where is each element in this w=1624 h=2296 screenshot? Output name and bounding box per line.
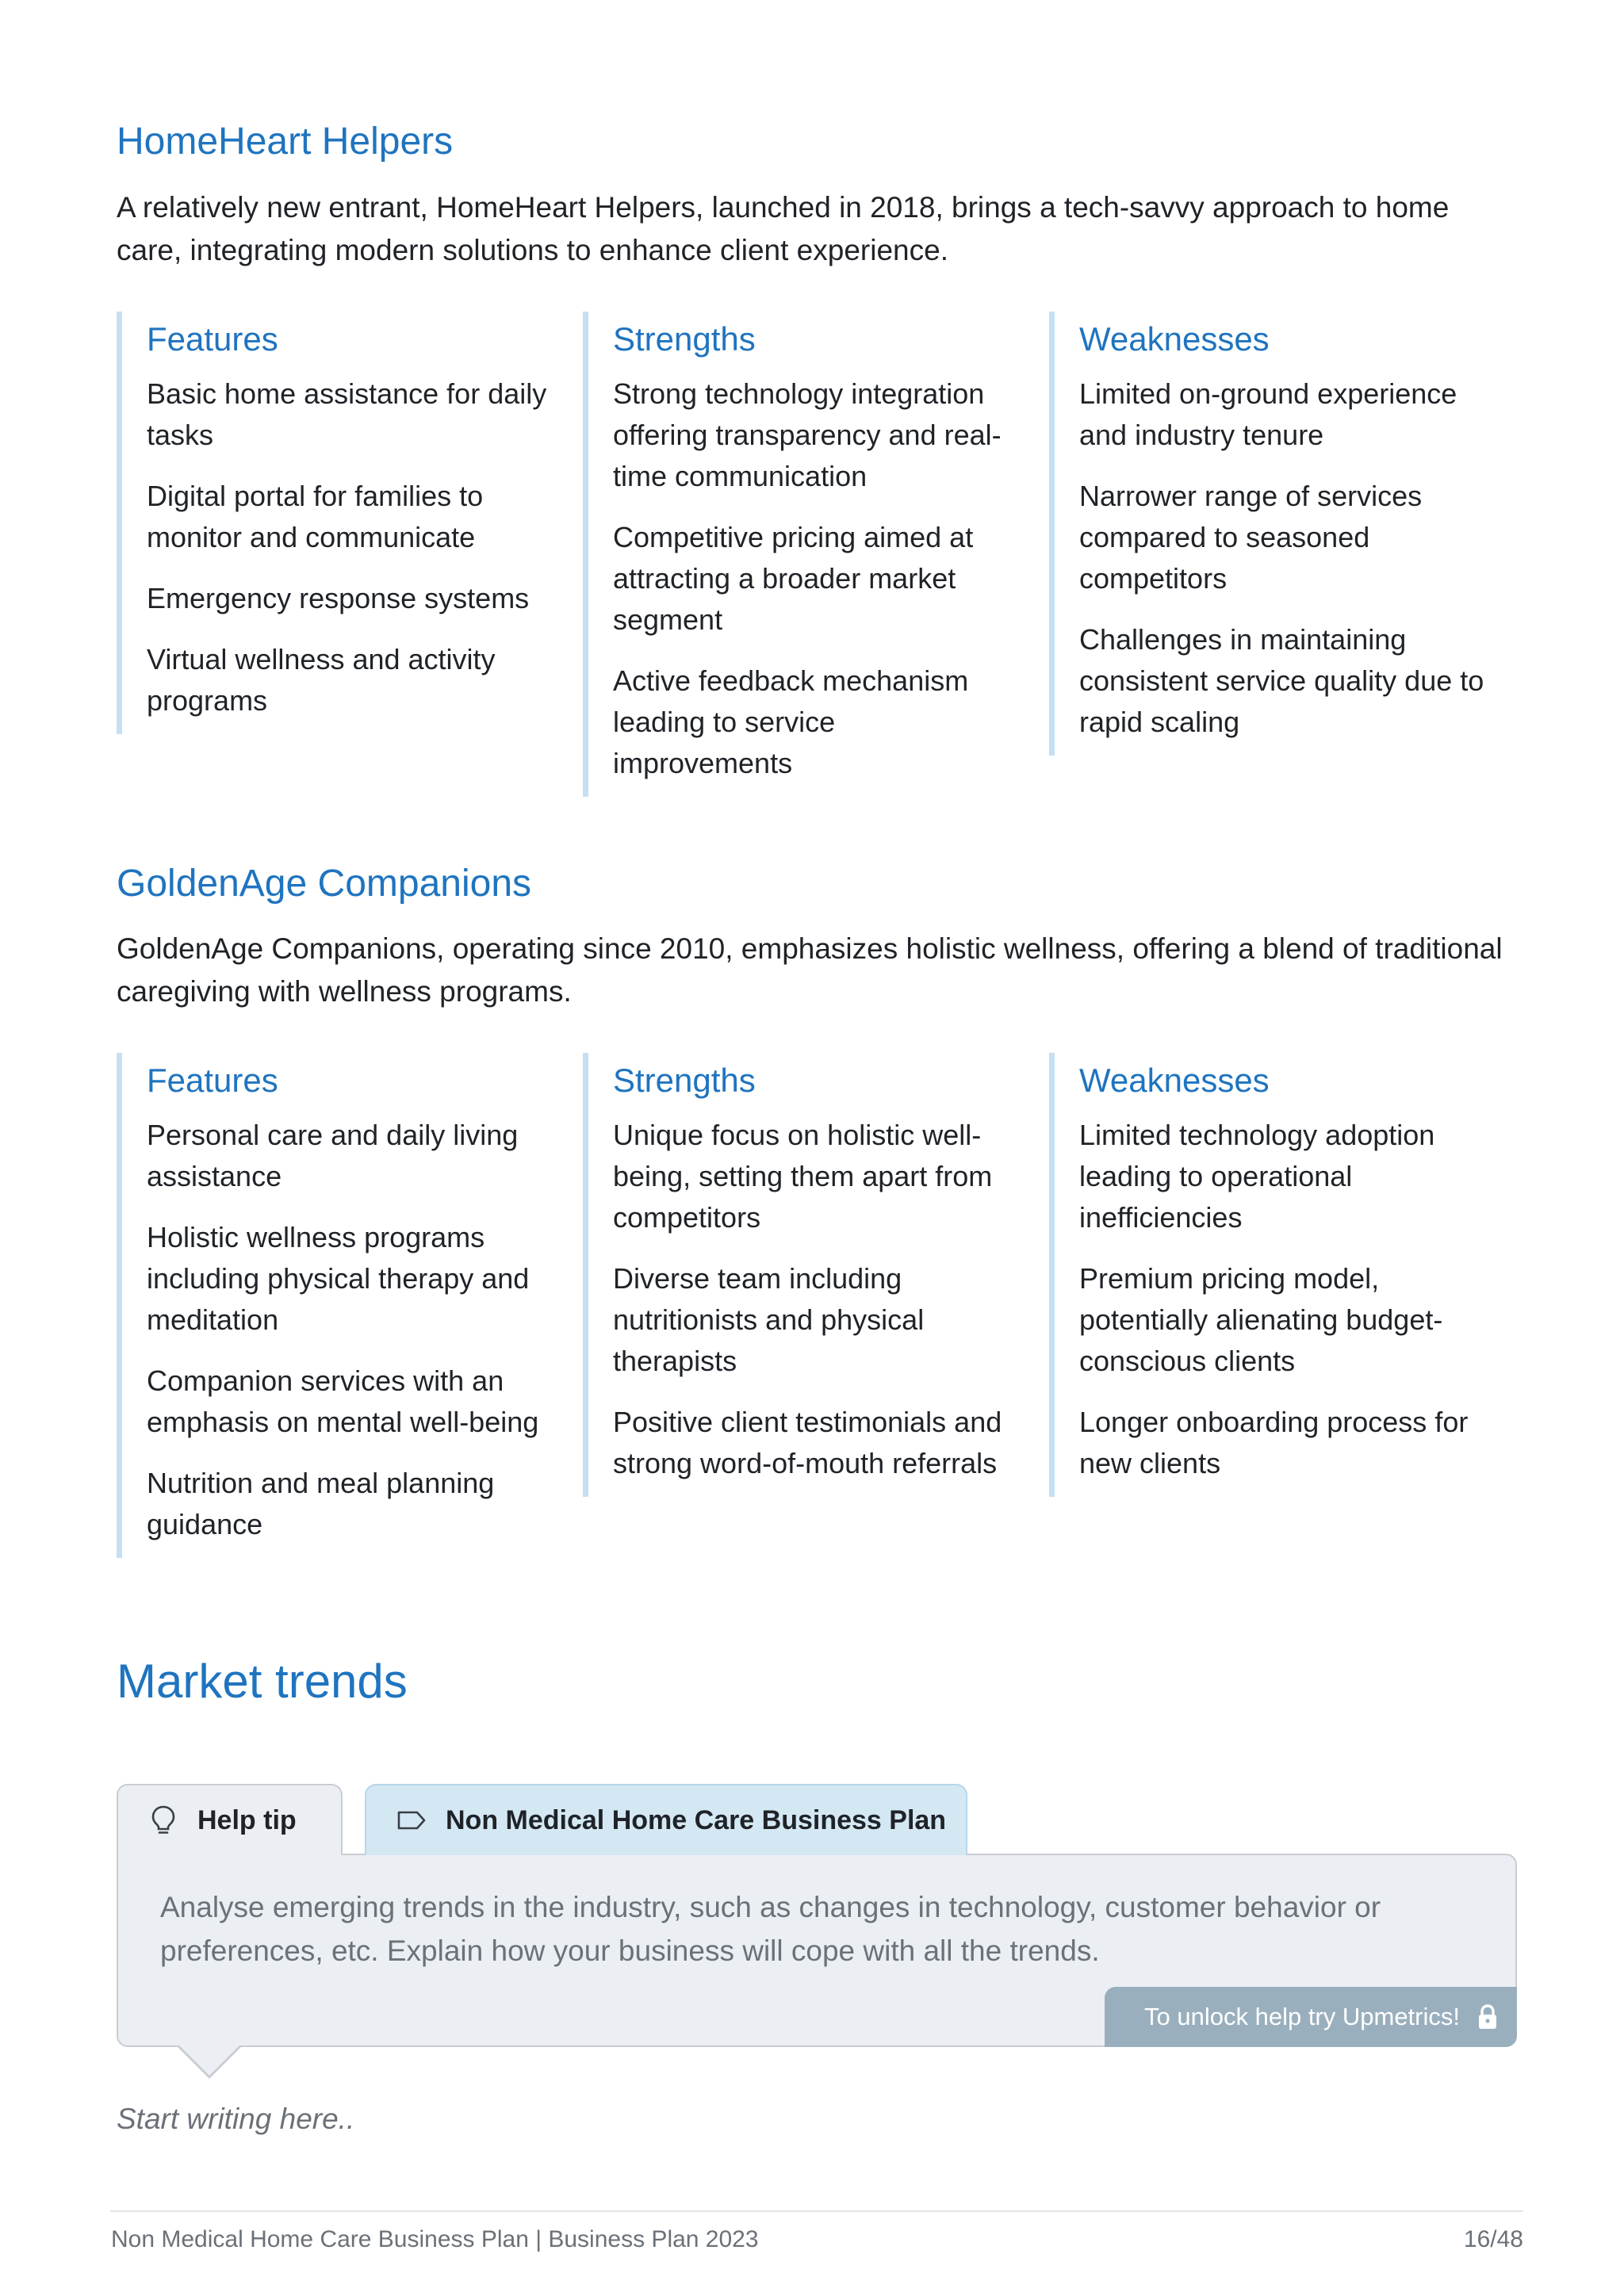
- column-heading: Strengths: [613, 320, 756, 358]
- unlock-help-button[interactable]: [1105, 1987, 1517, 2047]
- list-item: Companion services with an emphasis on mental well-being: [147, 1364, 539, 1439]
- tab-label: Help tip: [197, 1804, 297, 1835]
- company-description: A relatively new entrant, HomeHeart Helpers, launched in 2018, brings a tech-savvy approach to home care, integrating modern solutions to enhance client experience.: [117, 191, 1450, 266]
- tab-help-tip[interactable]: [117, 1784, 343, 1855]
- help-tip-text: Analyse emerging trends in the industry, such as changes in technology, customer behavior or preferences, etc. Explain how your business will cope with all the trends.: [160, 1891, 1381, 1967]
- lightbulb-icon: [148, 1804, 178, 1836]
- footer-divider: [110, 2210, 1523, 2212]
- tag-icon: [396, 1804, 427, 1836]
- list-item: Narrower range of services compared to seasoned competitors: [1079, 480, 1423, 595]
- list-item: Limited on-ground experience and industry tenure: [1079, 377, 1457, 452]
- list-item: Emergency response systems: [147, 582, 530, 615]
- company-description: GoldenAge Companions, operating since 2010, emphasizes holistic wellness, offering a blend of traditional caregiving with wellness programs.: [117, 932, 1503, 1008]
- list-item: Strong technology integration offering transparency and real-time communication: [613, 377, 1002, 493]
- tip-pointer-fill: [178, 2045, 240, 2076]
- list-item: Digital portal for families to monitor and communicate: [147, 480, 484, 554]
- list-item: Premium pricing model, potentially alienating budget-conscious clients: [1079, 1262, 1443, 1378]
- strengths-column: [583, 312, 1049, 797]
- list-item: Holistic wellness programs including physical therapy and meditation: [147, 1221, 530, 1337]
- list-item: Personal care and daily living assistance: [147, 1119, 519, 1193]
- tab-label: Non Medical Home Care Business Plan: [446, 1804, 947, 1835]
- list-item: Competitive pricing aimed at attracting a broader market segment: [613, 521, 974, 637]
- help-tip-box: [117, 1854, 1517, 2047]
- list-item: Diverse team including nutritionists and physical therapists: [613, 1262, 925, 1378]
- list-item: Longer onboarding process for new clients: [1079, 1406, 1469, 1480]
- column-heading: Features: [147, 320, 278, 358]
- writing-placeholder[interactable]: Start writing here..: [117, 2103, 355, 2135]
- column-heading: Features: [147, 1062, 278, 1099]
- list-item: Nutrition and meal planning guidance: [147, 1467, 495, 1541]
- features-column: [117, 1053, 583, 1558]
- company-title: HomeHeart Helpers: [117, 121, 454, 163]
- list-item: Basic home assistance for daily tasks: [147, 377, 547, 452]
- strengths-column: [583, 1053, 1049, 1558]
- page-number: 16/48: [1463, 2226, 1523, 2252]
- comparison-columns: [117, 1053, 1517, 1558]
- column-heading: Strengths: [613, 1062, 756, 1099]
- column-heading: Weaknesses: [1079, 1062, 1270, 1099]
- list-item: Unique focus on holistic well-being, setting them apart from competitors: [613, 1119, 993, 1234]
- weaknesses-column: [1049, 1053, 1515, 1558]
- footer-document-title: Non Medical Home Care Business Plan | Business Plan 2023: [111, 2226, 759, 2252]
- lock-icon: [1476, 2003, 1500, 2030]
- section-title: Market trends: [117, 1655, 408, 1708]
- column-heading: Weaknesses: [1079, 320, 1270, 358]
- weaknesses-column: [1049, 312, 1515, 797]
- tab-business-plan[interactable]: [365, 1784, 967, 1855]
- features-column: [117, 312, 583, 797]
- list-item: Challenges in maintaining consistent service quality due to rapid scaling: [1079, 623, 1484, 739]
- list-item: Active feedback mechanism leading to service improvements: [613, 664, 969, 780]
- unlock-label: To unlock help try Upmetrics!: [1144, 2003, 1460, 2030]
- list-item: Limited technology adoption leading to operational inefficiencies: [1079, 1119, 1435, 1234]
- company-title: GoldenAge Companions: [117, 863, 532, 905]
- list-item: Virtual wellness and activity programs: [147, 643, 496, 718]
- list-item: Positive client testimonials and strong word-of-mouth referrals: [613, 1406, 1002, 1480]
- comparison-columns: [117, 312, 1517, 797]
